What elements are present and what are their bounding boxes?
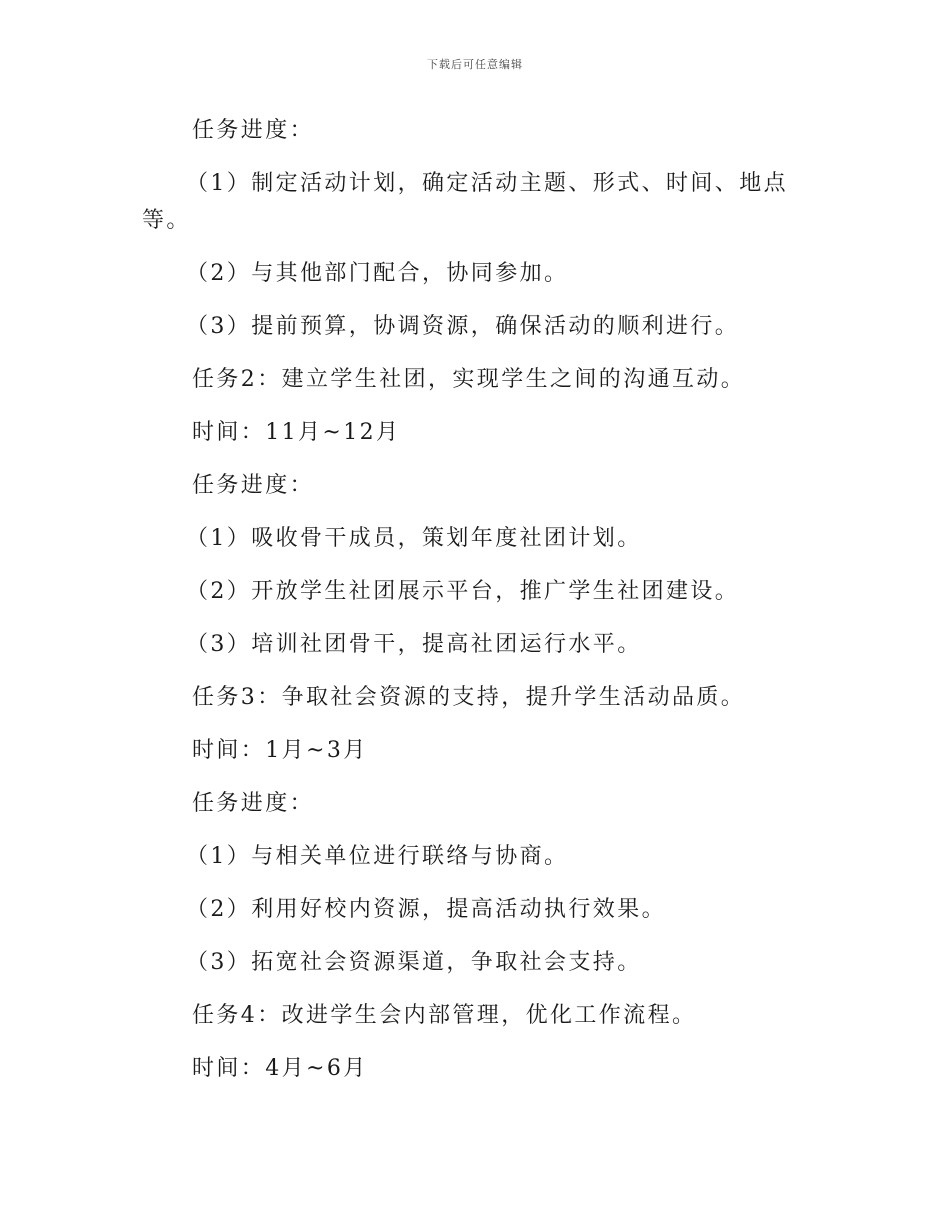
paragraph: （1）吸收骨干成员，策划年度社团计划。 — [186, 526, 642, 551]
paragraph: 任务4：改进学生会内部管理，优化工作流程。 — [192, 1003, 697, 1028]
paragraph: （1）与相关单位进行联络与协商。 — [186, 844, 569, 869]
document-body — [142, 112, 812, 1103]
paragraph: 任务2：建立学生社团，实现学生之间的沟通互动。 — [192, 367, 746, 392]
paragraph: （2）利用好校内资源，提高活动执行效果。 — [186, 897, 666, 922]
paragraph: 任务进度： — [192, 473, 315, 498]
page-header: 下载后可任意编辑 — [427, 58, 523, 71]
paragraph: 时间：4月~6月 — [192, 1056, 368, 1081]
paragraph: 任务进度： — [192, 118, 315, 143]
paragraph: 任务进度： — [192, 791, 315, 816]
paragraph: 任务3：争取社会资源的支持，提升学生活动品质。 — [192, 685, 746, 710]
paragraph: （2）与其他部门配合，协同参加。 — [186, 261, 569, 286]
paragraph: （1）制定活动计划，确定活动主题、形式、时间、地点等。 — [142, 171, 788, 233]
paragraph: 时间：11月~12月 — [192, 420, 401, 445]
paragraph: （3）培训社团骨干，提高社团运行水平。 — [186, 632, 642, 657]
paragraph: （2）开放学生社团展示平台，推广学生社团建设。 — [186, 579, 740, 604]
paragraph: （3）提前预算，协调资源，确保活动的顺利进行。 — [186, 314, 740, 339]
paragraph: （3）拓宽社会资源渠道，争取社会支持。 — [186, 950, 642, 975]
paragraph: 时间：1月~3月 — [192, 738, 368, 763]
